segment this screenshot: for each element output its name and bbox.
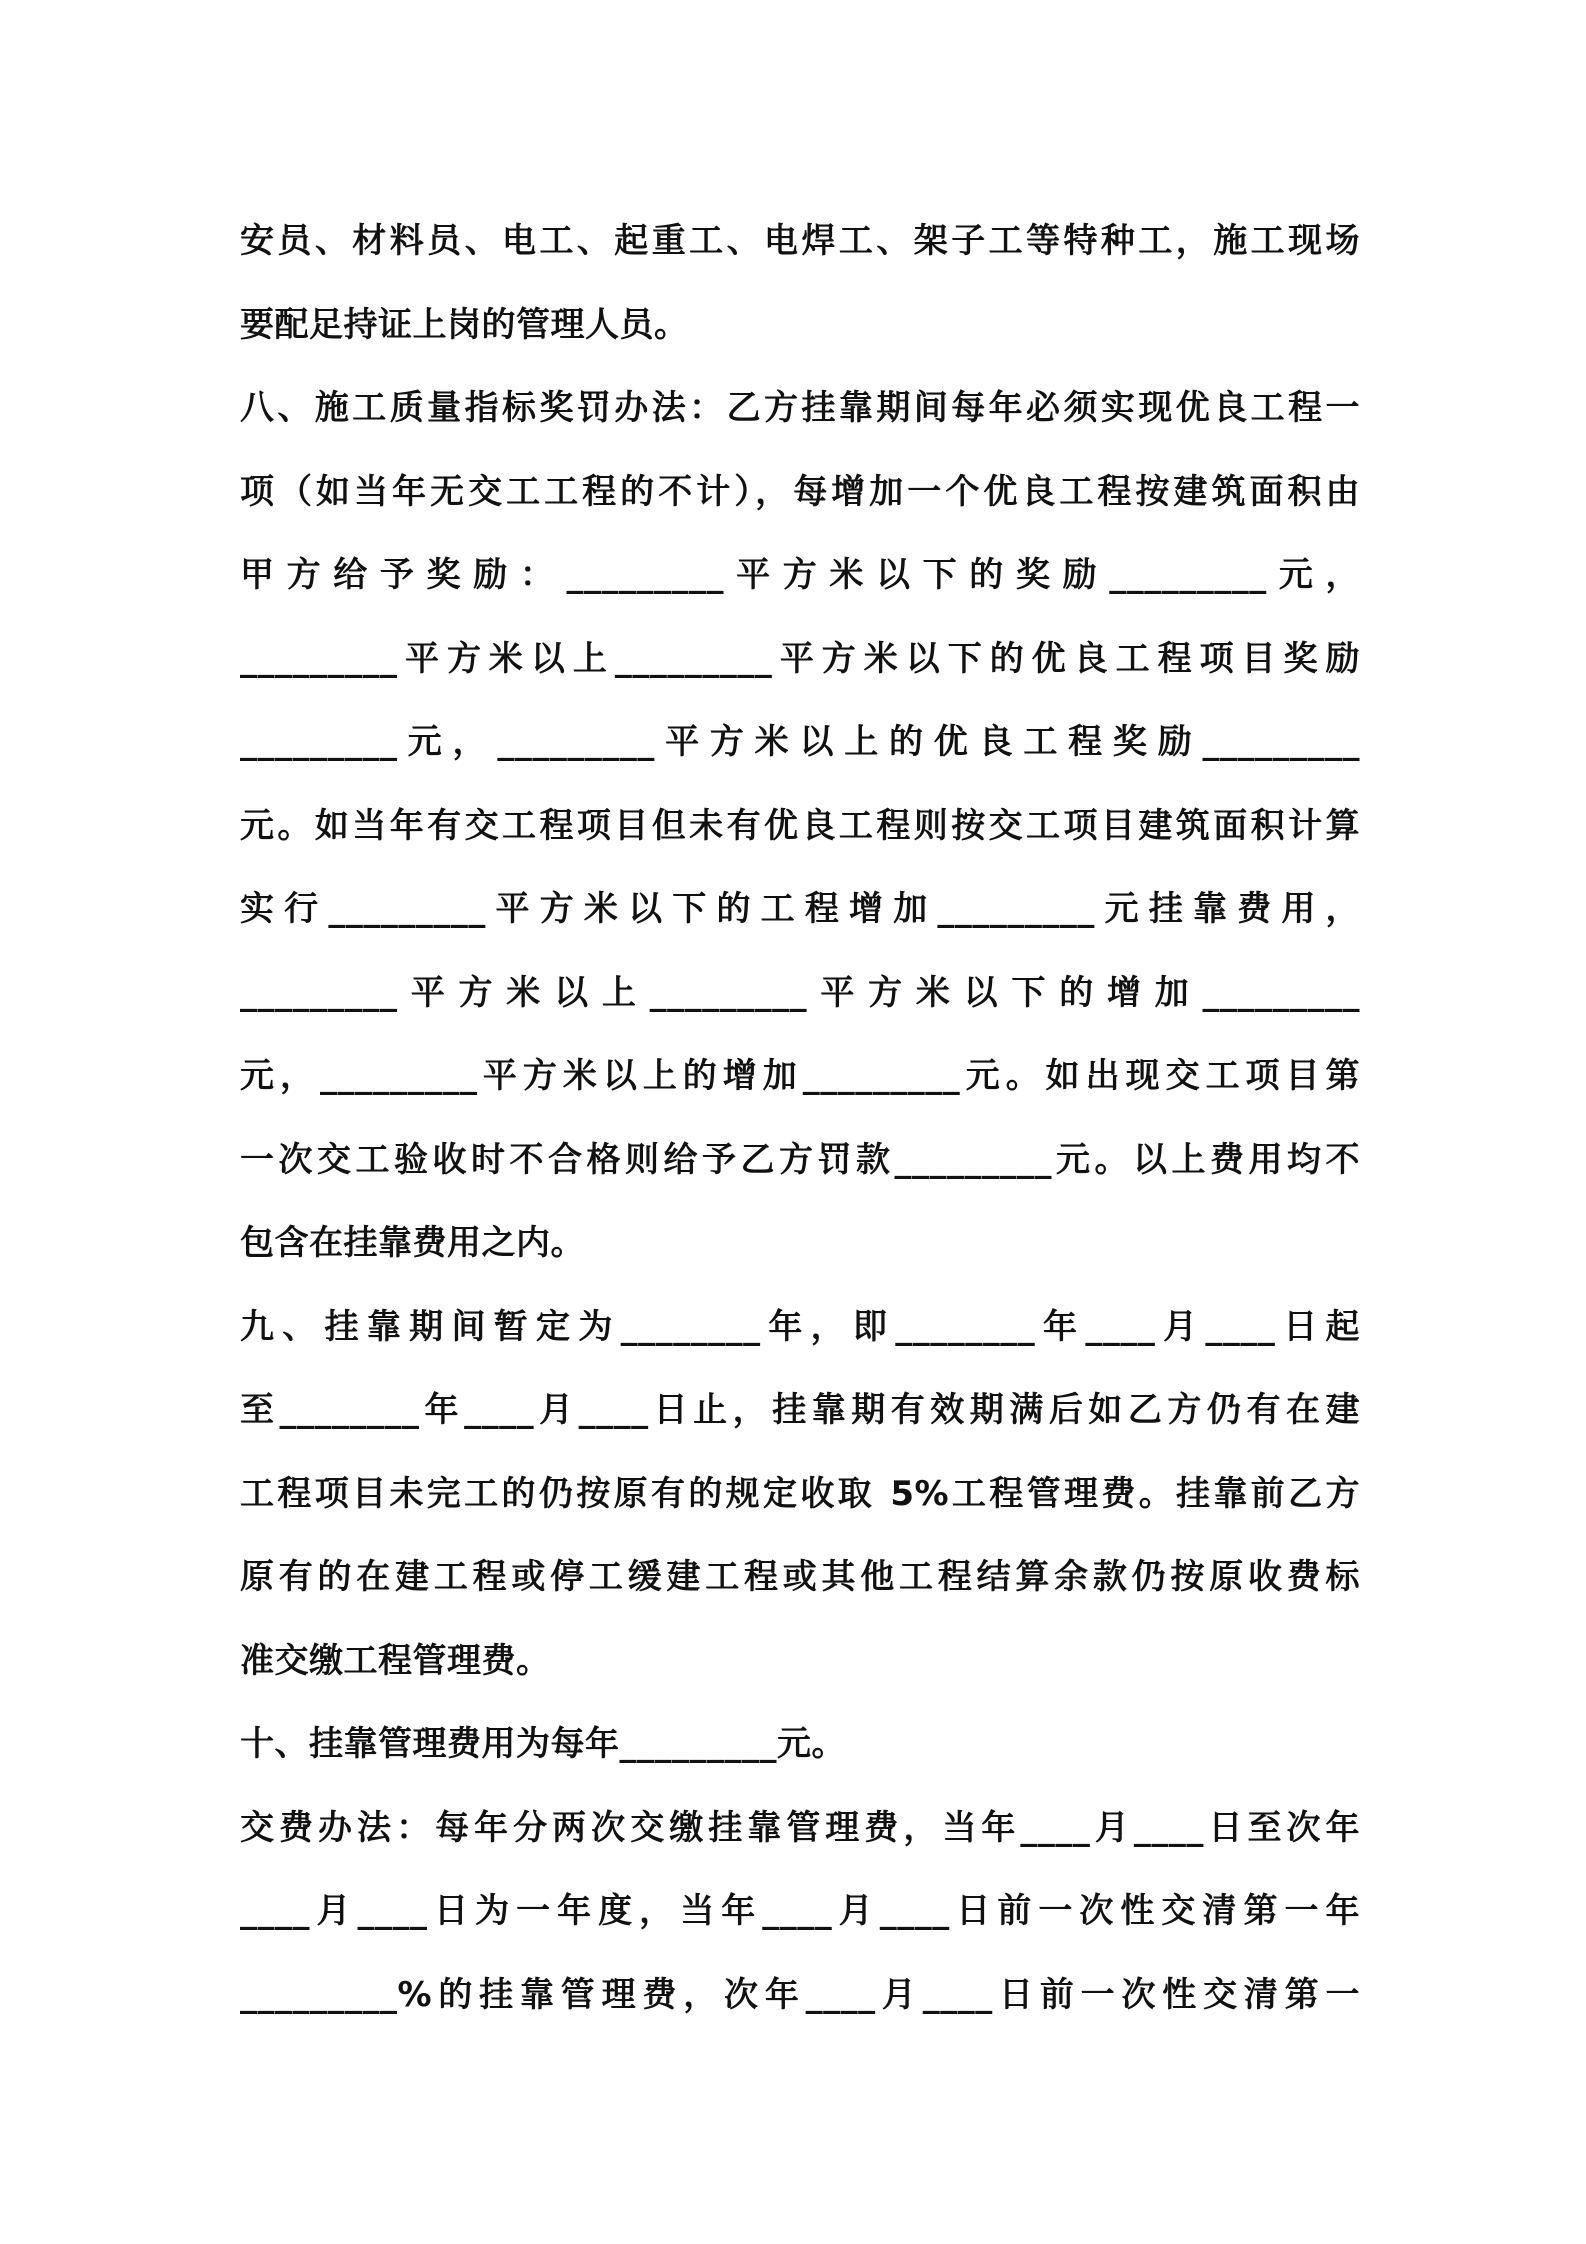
- text-line: 实行_________平方米以下的工程增加_________元挂靠费用，: [240, 889, 1360, 929]
- text-line: _________%的挂靠管理费，次年____月____日前一次性交清第一: [240, 1974, 1360, 2015]
- text-line: _________平方米以上_________平方米以下的增加_________: [240, 972, 1360, 1013]
- text-line: 交费办法：每年分两次交缴挂靠管理费，当年____月____日至次年: [240, 1807, 1360, 1848]
- text-line: 九、挂靠期间暂定为________年，即________年____月____日起: [240, 1306, 1360, 1347]
- text-line: 准交缴工程管理费。: [240, 1640, 551, 1681]
- text-line: 要配足持证上岗的管理人员。: [240, 304, 689, 345]
- text-line: ____月____日为一年度，当年____月____日前一次性交清第一年: [240, 1891, 1360, 1931]
- text-line: 甲方给予奖励：_________平方米以下的奖励_________元，: [240, 555, 1360, 595]
- text-line: _________元，_________平方米以上的优良工程奖励_________: [240, 722, 1360, 762]
- text-line: 包含在挂靠费用之内。: [240, 1223, 585, 1263]
- document-body: [240, 200, 1360, 2037]
- text-line: 安员、材料员、电工、起重工、电焊工、架子工等特种工，施工现场: [240, 221, 1360, 261]
- text-line: _________平方米以上_________平方米以下的优良工程项目奖励: [240, 638, 1360, 679]
- text-line: 原有的在建工程或停工缓建工程或其他工程结算余款仍按原收费标: [240, 1557, 1360, 1597]
- text-line: 元。如当年有交工程项目但未有优良工程则按交工项目建筑面积计算: [240, 805, 1360, 846]
- text-line: 十、挂靠管理费用为每年_________元。: [240, 1724, 846, 1764]
- text-line: 至________年____月____日止，挂靠期有效期满后如乙方仍有在建: [240, 1390, 1360, 1430]
- text-line: 元，_________平方米以上的增加_________元。如出现交工项目第: [240, 1056, 1360, 1096]
- text-line: 八、施工质量指标奖罚办法：乙方挂靠期间每年必须实现优良工程一: [240, 388, 1360, 428]
- text-line: 项（如当年无交工工程的不计），每增加一个优良工程按建筑面积由: [240, 471, 1360, 512]
- text-line: 一次交工验收时不合格则给予乙方罚款_________元。以上费用均不: [240, 1139, 1360, 1180]
- text-line: 工程项目未完工的仍按原有的规定收取 5%工程管理费。挂靠前乙方: [240, 1473, 1360, 1514]
